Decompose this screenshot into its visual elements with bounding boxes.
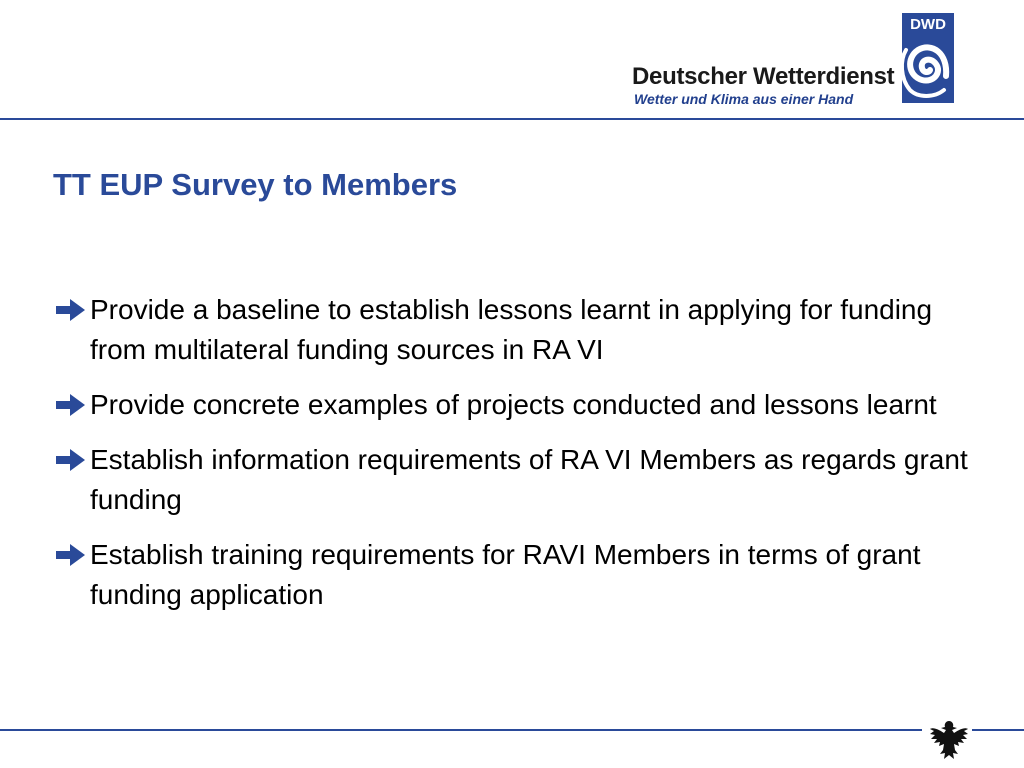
footer-divider xyxy=(0,729,922,731)
bullet-text: Provide a baseline to establish lessons learnt in applying for funding from multilateral funding sources in RA VI xyxy=(90,294,933,365)
bullet-item xyxy=(53,290,973,370)
bullet-list xyxy=(53,290,973,630)
header-divider xyxy=(0,118,1024,120)
bullet-item xyxy=(53,385,973,425)
right-arrow-icon xyxy=(55,448,86,472)
brand-name: Deutscher Wetterdienst xyxy=(632,63,895,90)
federal-eagle-icon xyxy=(929,717,969,763)
bullet-text: Provide concrete examples of projects conducted and lessons learnt xyxy=(90,389,937,420)
right-arrow-icon xyxy=(55,298,86,322)
footer-divider-right xyxy=(972,729,1024,731)
logo-label: DWD xyxy=(910,16,946,33)
bullet-text: Establish training requirements for RAVI Members in terms of grant funding application xyxy=(90,539,921,610)
right-arrow-icon xyxy=(55,543,86,567)
brand-tagline: Wetter und Klima aus einer Hand xyxy=(634,91,854,107)
dwd-logo-icon xyxy=(896,10,966,106)
right-arrow-icon xyxy=(55,393,86,417)
bullet-item xyxy=(53,440,973,520)
bullet-text: Establish information requirements of RA VI Members as regards grant funding xyxy=(90,444,968,515)
bullet-item xyxy=(53,535,973,615)
slide-title: TT EUP Survey to Members xyxy=(53,167,458,202)
